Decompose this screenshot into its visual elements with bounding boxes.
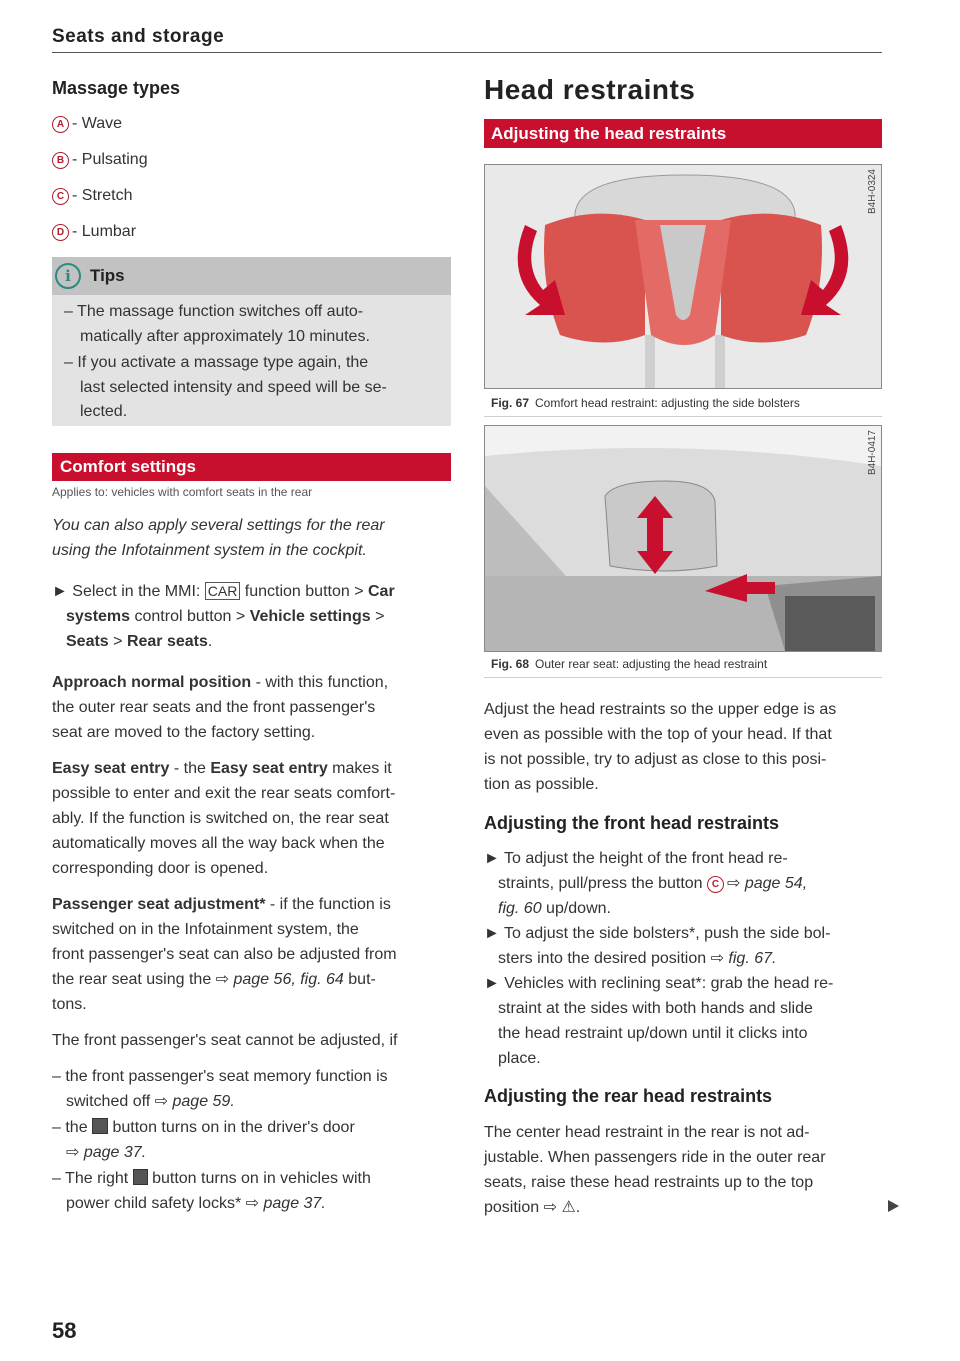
fig-67-image <box>484 164 882 389</box>
passenger-line-4 <box>52 967 376 992</box>
text: makes it <box>327 760 392 777</box>
page-56-link[interactable]: ⇨ page 56, fig. 64 <box>215 971 344 988</box>
adjust-line: even as possible with the top of your head. If that <box>484 726 832 743</box>
passenger-line: switched on in the Infotainment system, the <box>52 921 359 938</box>
cannot-line: The front passenger's seat cannot be adjusted, if <box>52 1032 398 1049</box>
text-bold: Approach normal position <box>52 674 252 691</box>
select-line-2 <box>66 604 384 629</box>
header-divider <box>52 52 882 53</box>
text: – the <box>52 1119 93 1136</box>
fig-60-link[interactable]: fig. 60 <box>498 900 542 917</box>
comfort-settings-title: Comfort settings <box>60 457 196 476</box>
approach-line: seat are moved to the factory setting. <box>52 724 316 741</box>
text: ► Select in the MMI: <box>52 583 205 600</box>
front-line <box>498 946 776 971</box>
tip-line: lected. <box>80 403 128 420</box>
text: - if the function is <box>265 896 391 913</box>
adjust-line: Adjust the head restraints so the upper edge is as <box>484 701 837 718</box>
head-restraints-title: Head restraints <box>484 74 696 105</box>
comfort-settings-bar <box>52 453 451 481</box>
cond-1a: – the front passenger's seat memory function is <box>52 1068 388 1085</box>
caption-text: Outer rear seat: adjusting the head restraint <box>535 657 768 671</box>
caption-divider <box>484 677 882 678</box>
rear-line: The center head restraint in the rear is not ad- <box>484 1124 810 1141</box>
rear-seat-illustration <box>485 426 881 651</box>
section-header: Seats and storage <box>52 26 225 47</box>
massage-label: - Wave <box>72 115 123 132</box>
text-bold: systems <box>66 608 131 625</box>
text: - the <box>169 760 211 777</box>
front-restraints-title: Adjusting the front head restraints <box>484 813 780 833</box>
massage-item-d <box>52 219 136 244</box>
easy-line-1 <box>52 756 392 781</box>
page-number: 58 <box>52 1318 77 1343</box>
fig-number: Fig. 67 <box>491 396 530 410</box>
text-bold: Easy seat entry <box>52 760 170 777</box>
cond-3a <box>52 1166 371 1191</box>
fig-number: Fig. 68 <box>491 657 530 671</box>
massage-types-title: Massage types <box>52 78 181 98</box>
front-line <box>498 871 807 896</box>
adjust-head-restraints-bar <box>484 119 882 148</box>
text: power child safety locks* <box>66 1195 246 1212</box>
text-bold: Vehicle settings <box>249 608 371 625</box>
bar-title: Adjusting the head restraints <box>491 124 727 143</box>
adjust-line: is not possible, try to adjust as close to this posi- <box>484 751 827 768</box>
text: but- <box>343 971 376 988</box>
passenger-line: tons. <box>52 996 87 1013</box>
tip-line: last selected intensity and speed will be se- <box>80 379 387 396</box>
easy-line: ably. If the function is switched on, the rear seat <box>52 810 389 827</box>
label-c-icon: C <box>707 876 724 893</box>
text: . <box>207 633 213 650</box>
label-d-icon: D <box>52 224 69 241</box>
label-a-icon: A <box>52 116 69 133</box>
passenger-line-1 <box>52 892 391 917</box>
cond-1b <box>66 1089 235 1114</box>
passenger-line: front passenger's seat can also be adjusted from <box>52 946 397 963</box>
text: button turns on in vehicles with <box>147 1170 371 1187</box>
front-line: ► To adjust the side bolsters*, push the side bol- <box>484 925 831 942</box>
caption-text: Comfort head restraint: adjusting the side bolsters <box>535 396 800 410</box>
massage-item-c <box>52 183 132 208</box>
fig-67-link[interactable]: ⇨ fig. 67. <box>710 950 777 967</box>
front-line: ► Vehicles with reclining seat*: grab the head re- <box>484 975 834 992</box>
text-bold: Passenger seat adjustment* <box>52 896 266 913</box>
easy-line: automatically moves all the way back when the <box>52 835 385 852</box>
front-line: the head restraint up/down until it clicks into <box>498 1025 808 1042</box>
figure-code: B4H-0324 <box>867 169 878 215</box>
fig-67-caption <box>491 396 800 410</box>
text: - with this function, <box>255 674 389 691</box>
text: – The right <box>52 1170 133 1187</box>
caption-divider <box>484 416 882 417</box>
intro-line: You can also apply several settings for the rear <box>52 517 385 534</box>
applies-to: Applies to: vehicles with comfort seats in the rear <box>52 485 313 499</box>
head-restraint-illustration <box>485 165 881 388</box>
easy-line: corresponding door is opened. <box>52 860 269 877</box>
front-line: place. <box>498 1050 541 1067</box>
page-37-link[interactable] <box>66 1140 146 1165</box>
fig-68-caption <box>491 657 767 671</box>
massage-item-a <box>52 111 122 136</box>
text-bold: Easy seat entry <box>210 760 328 777</box>
text: control button > <box>130 608 250 625</box>
link-text[interactable]: ⇨ page 37. <box>66 1144 147 1161</box>
tip-line: – The massage function switches off auto- <box>64 303 364 320</box>
text: button turns on in the driver's door <box>108 1119 355 1136</box>
label-b-icon: B <box>52 152 69 169</box>
text: switched off <box>66 1093 155 1110</box>
front-line <box>498 896 611 921</box>
rear-line: seats, raise these head restraints up to the top <box>484 1174 814 1191</box>
text: function button > <box>240 583 368 600</box>
figure-code: B4H-0417 <box>867 430 878 476</box>
text: up/down. <box>541 900 611 917</box>
text-bold: Seats <box>66 633 109 650</box>
text: straints, pull/press the button <box>498 875 707 892</box>
adjust-line: tion as possible. <box>484 776 599 793</box>
approach-line: the outer rear seats and the front passenger's <box>52 699 376 716</box>
page-37-link[interactable]: ⇨ page 37. <box>245 1195 326 1212</box>
info-icon: i <box>55 263 81 289</box>
massage-label: - Lumbar <box>72 223 137 240</box>
text-bold: Car <box>368 583 395 600</box>
label-c-icon: C <box>52 188 69 205</box>
cond-3c <box>66 1191 326 1216</box>
tips-title: Tips <box>90 266 125 285</box>
intro-line: using the Infotainment system in the cockpit. <box>52 542 367 559</box>
text: sters into the desired position <box>498 950 711 967</box>
child-lock-icon <box>92 1118 108 1134</box>
text: > <box>370 608 385 625</box>
rear-line: position ⇨ ⚠. <box>484 1199 581 1216</box>
rear-restraints-title: Adjusting the rear head restraints <box>484 1086 773 1106</box>
tips-body <box>52 295 451 426</box>
car-key: CAR <box>205 582 241 600</box>
text: the rear seat using the <box>52 971 216 988</box>
tip-line: matically after approximately 10 minutes. <box>80 328 370 345</box>
text: > <box>108 633 127 650</box>
front-line: straint at the sides with both hands and slide <box>498 1000 813 1017</box>
approach-line-1 <box>52 670 388 695</box>
cond-2a <box>52 1115 355 1140</box>
massage-label: - Pulsating <box>72 151 148 168</box>
tips-header <box>52 257 451 295</box>
continue-arrow-icon <box>888 1200 899 1212</box>
tip-line: – If you activate a massage type again, the <box>64 354 369 371</box>
page-54-link[interactable]: ⇨ page 54, <box>727 875 808 892</box>
massage-item-b <box>52 147 148 172</box>
rear-line: justable. When passengers ride in the outer rear <box>484 1149 826 1166</box>
page-59-link[interactable]: ⇨ page 59. <box>154 1093 235 1110</box>
easy-line: possible to enter and exit the rear seats comfort- <box>52 785 396 802</box>
select-line-1 <box>52 579 395 604</box>
child-safety-button-icon <box>133 1169 148 1185</box>
fig-68-image <box>484 425 882 652</box>
select-line-3 <box>66 629 212 654</box>
massage-label: - Stretch <box>72 187 133 204</box>
text-bold: Rear seats <box>126 633 208 650</box>
front-line: ► To adjust the height of the front head re- <box>484 850 788 867</box>
